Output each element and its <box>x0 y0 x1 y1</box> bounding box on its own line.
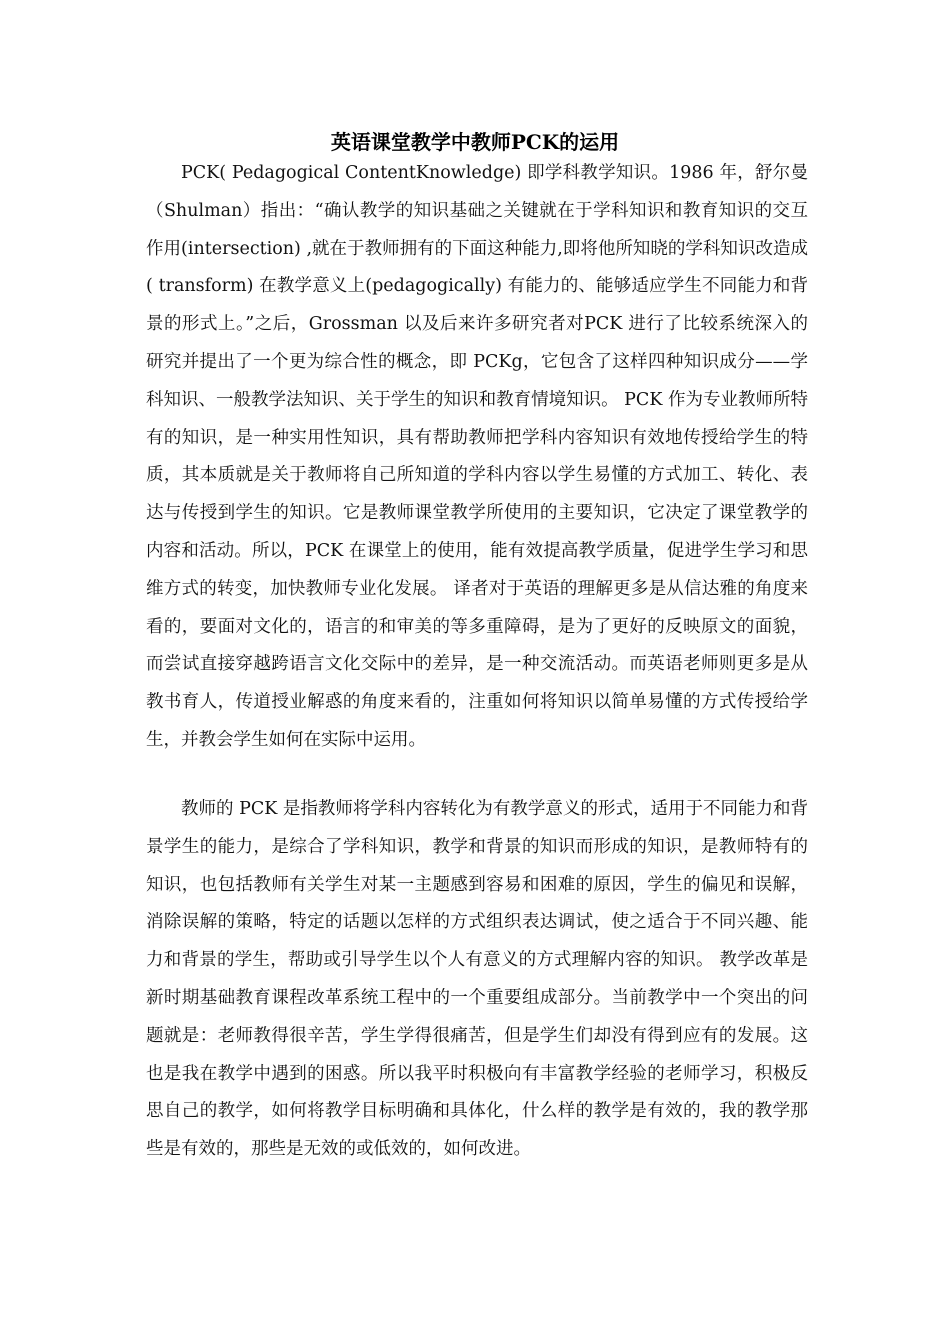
page-title: 英语课堂教学中教师PCK的运用 <box>330 130 620 154</box>
body-paragraph: 教师的 PCK 是指教师将学科内容转化为有教学意义的形式，适用于不同能力和背景学生的能力，是综合了学科知识，教学和背景的知识而形成的知识，是教师特有的知识，也包括教师有关学生对某一主题感到容易和困难的原因，学生的偏见和误解，消除误解的策略，特定的话题以怎样的方式组织表达调试，使之适合于不同兴趣、能力和背景的学生，帮助或引导学生以个人有意义的方式理解内容的知识。 教学改革是新时期基础教育课程改革系统工程中的一个重要组成部分。当前教学中一个突出的问题就是：老师教得很辛苦，学生学得很痛苦，但是学生们却没有得到应有的发展。这也是我在教学中遇到的困惑。所以我平时积极向有丰富教学经验的老师学习，积极反思自己的教学，如何将教学目标明确和具体化，什么样的教学是有效的，我的教学那些是有效的，那些是无效的或低效的，如何改进。 <box>146 799 808 1160</box>
body-paragraph: PCK( Pedagogical ContentKnowledge) 即学科教学知识。1986 年，舒尔曼（Shulman）指出：“确认教学的知识基础之关键就在于学科知识和教育知识的交互作用(intersection) ,就在于教师拥有的下面这种能力,即将他所知晓的学科知识改造成( transform) 在教学意义上(pedagogically) 有能力的、能够适应学生不同能力和背景的形式上。”之后，Grossman 以及后来许多研究者对PCK 进行了比较系统深入的研究并提出了一个更为综合性的概念，即 PCKg，它包含了这样四种知识成分——学科知识、一般教学法知识、关于学生的知识和教育情境知识。 PCK 作为专业教师所特有的知识，是一种实用性知识，具有帮助教师把学科内容知识有效地传授给学生的特质，其本质就是关于教师将自己所知道的学科内容以学生易懂的方式加工、转化、表达与传授到学生的知识。它是教师课堂教学所使用的主要知识，它决定了课堂教学的内容和活动。所以，PCK 在课堂上的使用，能有效提高教学质量，促进学生学习和思维方式的转变，加快教师专业化发展。 译者对于英语的理解更多是从信达雅的角度来看的，要面对文化的，语言的和审美的等多重障碍，是为了更好的反映原文的面貌，而尝试直接穿越跨语言文化交际中的差异，是一种交流活动。而英语老师则更多是从教书育人，传道授业解惑的角度来看的，注重如何将知识以简单易懂的方式传授给学生，并教会学生如何在实际中运用。 <box>146 163 808 750</box>
